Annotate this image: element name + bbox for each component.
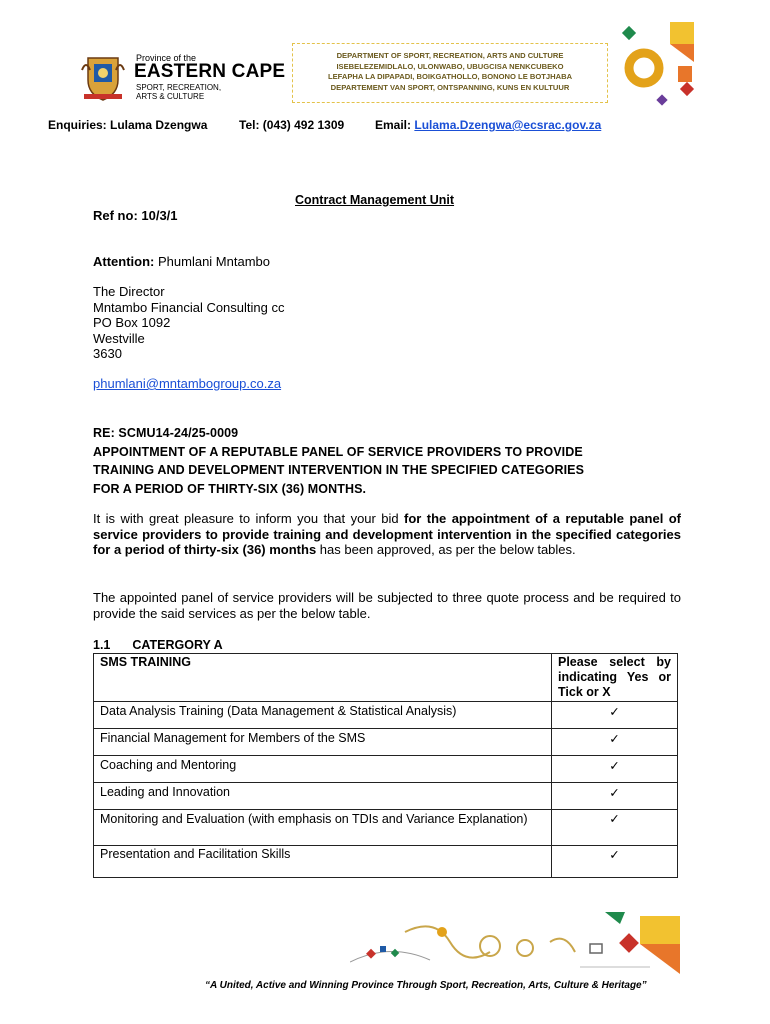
tick-mark: ✓ [552, 783, 678, 810]
email-contact: Email: Lulama.Dzengwa@ecsrac.gov.za [375, 118, 602, 132]
subject-block: RE: SCMU14-24/25-0009 APPOINTMENT OF A REPUTABLE PANEL OF SERVICE PROVIDERS TO PROVIDE TRAINING AND DEVELOPMENT INTERVENTION IN THE SPECIFIED CATEGORIES FOR A PERIOD OF THIRTY-SIX (36) MONTHS. [93, 426, 585, 496]
training-item: Leading and Innovation [94, 783, 552, 810]
decorative-pattern-icon [618, 22, 698, 122]
coat-of-arms-icon [80, 50, 126, 102]
table-row [94, 783, 678, 810]
table-header-right: Please select by indicating Yes or Tick or X [552, 654, 678, 702]
footer-motto: “A United, Active and Winning Province Through Sport, Recreation, Arts, Culture & Heritage” [205, 980, 647, 991]
attention-line: Attention: Phumlani Mntambo [93, 254, 270, 269]
table-row [94, 756, 678, 783]
reference-number: Ref no: 10/3/1 [93, 208, 178, 223]
dept-line: LEFAPHA LA DIPAPADI, BOIKGATHOLLO, BONONO LE BOTJHABA [327, 72, 573, 81]
tick-mark: ✓ [552, 756, 678, 783]
training-table [93, 653, 678, 878]
tick-mark: ✓ [552, 810, 678, 846]
tick-mark: ✓ [552, 729, 678, 756]
department-name-box [292, 43, 608, 103]
training-item: Monitoring and Evaluation (with emphasis on TDIs and Variance Explanation) [94, 810, 552, 846]
table-row [94, 846, 678, 878]
approval-paragraph: It is with great pleasure to inform you that your bid for the appointment of a reputable panel of service providers to provide training and development intervention in the specified categories for a period of thirty-six (36) months has been approved, as per the below tables. [93, 511, 681, 557]
unit-heading: Contract Management Unit [295, 193, 455, 207]
province-name: EASTERN CAPE [134, 61, 286, 82]
dept-line: DEPARTMENT OF SPORT, RECREATION, ARTS AND CULTURE [336, 51, 564, 60]
recipient-address: The Director Mntambo Financial Consulting cc PO Box 1092 Westville 3630 [93, 284, 285, 362]
table-row [94, 702, 678, 729]
training-item: Presentation and Facilitation Skills [94, 846, 552, 878]
province-label: Province of the [136, 53, 197, 63]
dept-line: DEPARTEMENT VAN SPORT, ONTSPANNING, KUNS EN KULTUUR [330, 82, 570, 92]
training-item: Data Analysis Training (Data Management & Statistical Analysis) [94, 702, 552, 729]
telephone-contact: Tel: (043) 492 1309 [239, 118, 345, 132]
training-item: Financial Management for Members of the SMS [94, 729, 552, 756]
dept-line: ISEBELEZEMIDLALO, ULONWABO, UBUGCISA NENKCUBEKO [336, 61, 564, 71]
sender-email-link[interactable]: Lulama.Dzengwa@ecsrac.gov.za [414, 118, 602, 132]
table-row [94, 810, 678, 846]
province-department: SPORT, RECREATION, ARTS & CULTURE [136, 83, 222, 101]
tick-mark: ✓ [552, 846, 678, 878]
table-row [94, 729, 678, 756]
panel-paragraph: The appointed panel of service providers will be subjected to three quote process and be required to provide the said services as per the below table. [93, 590, 681, 621]
tick-mark: ✓ [552, 702, 678, 729]
enquiries-contact: Enquiries: Lulama Dzengwa [48, 118, 208, 132]
table-header-left: SMS TRAINING [94, 654, 552, 702]
recipient-email-link[interactable]: phumlani@mntambogroup.co.za [93, 376, 282, 391]
category-heading: 1.1 CATERGORY A [93, 638, 223, 652]
training-item: Coaching and Mentoring [94, 756, 552, 783]
footer-decoration-icon [350, 912, 690, 980]
table-header-row [94, 654, 678, 702]
